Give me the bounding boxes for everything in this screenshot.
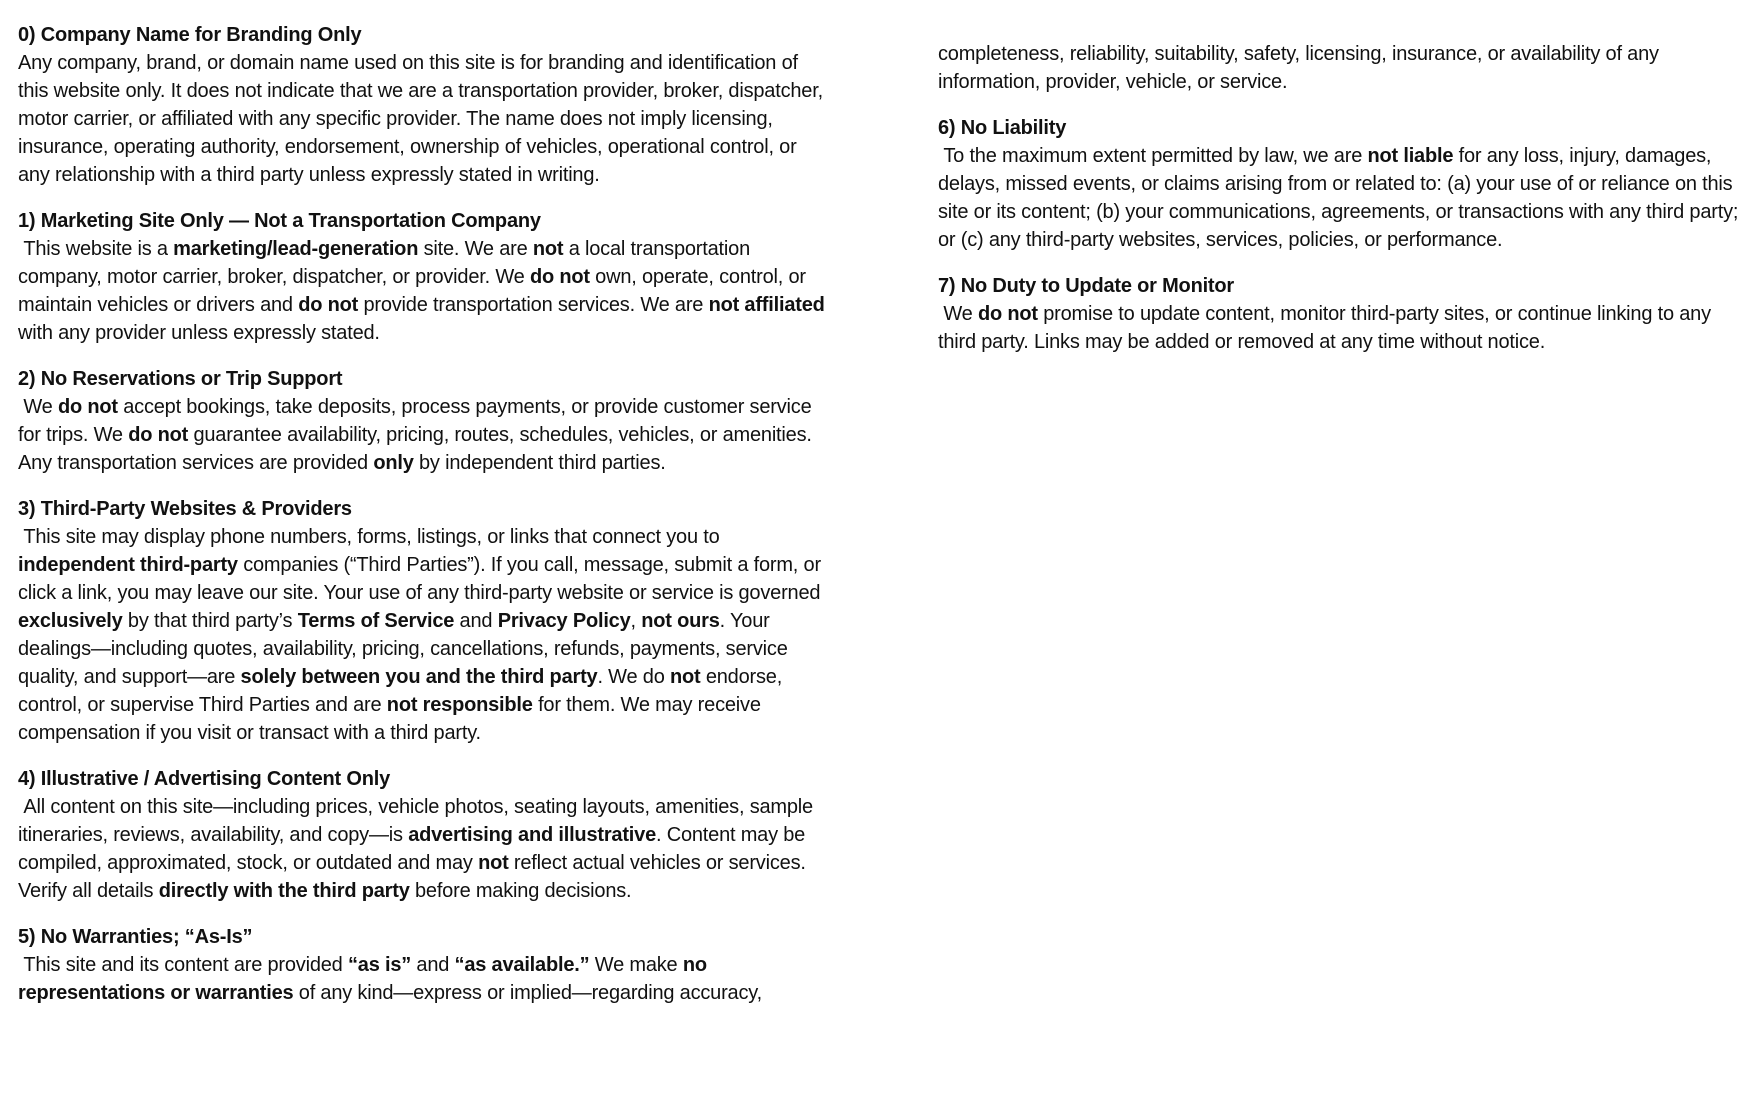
section-heading: 6) No Liability [938,117,1067,139]
text-run: promise to update content, monitor third-party sites, or continue linking to any third party. Links may be added or removed at any time without notice. [938,303,1717,353]
bold-text-run: exclusively [18,610,123,632]
text-run: for them. We may receive compensation if you visit or transact with a third party. [18,694,767,744]
text-run: provide transportation services. We are [358,294,709,316]
bold-text-run: no representations or warranties [18,954,713,1004]
text-run: All content on this site—including prices, vehicle photos, seating layouts, amenities, sample itineraries, reviews, availability, and copy—is [18,796,819,846]
text-run: reflect actual vehicles or services. Verify all details [18,852,812,902]
text-run: by independent third parties. [413,452,666,474]
text-run: This site may display phone numbers, forms, listings, or links that connect you to [18,526,725,548]
bold-text-run: not liable [1367,145,1454,167]
disclaimer-section [18,21,828,189]
disclaimer-section [18,923,828,1007]
text-run: endorse, control, or supervise Third Parties and are [18,666,788,716]
text-run: of any kind—express or implied—regarding accuracy, [293,982,762,1004]
bold-text-run: solely between you and the third party [240,666,598,688]
section-body [18,951,828,1007]
section-heading: 7) No Duty to Update or Monitor [938,275,1234,297]
disclaimer-section [18,207,831,347]
bold-text-run: not affiliated [708,294,825,316]
text-run: and [454,610,498,632]
right-column [938,21,1748,1093]
bold-text-run: do not [529,266,590,288]
text-run: and [411,954,455,976]
bold-text-run: not [478,852,509,874]
bold-text-run: directly with the third party [158,880,410,902]
disclaimer-section [938,40,1748,96]
text-run: . Content may be compiled, approximated, stock, or outdated and may [18,824,811,874]
section-body [938,40,1748,96]
text-run: accept bookings, take deposits, process payments, or provide customer service for trips. We [18,396,817,446]
disclaimer-section [18,765,828,905]
bold-text-run: do not [57,396,118,418]
text-run: for any loss, injury, damages, delays, missed events, or claims arising from or related to: (a) your use of or reliance on this site or its content; (b) your communications, agreements, or transactions with any third party; or (c) any third-party websites, services, policies, or performance. [938,145,1744,251]
text-run: To the maximum extent permitted by law, we are [938,145,1368,167]
bold-text-run: not [669,666,701,688]
section-body [18,793,828,905]
section-body [18,393,828,477]
text-run: completeness, reliability, suitability, safety, licensing, insurance, or availability of any information, provider, vehicle, or service. [938,43,1665,93]
bold-text-run: Terms of Service [297,610,455,632]
text-run: by that third party’s [122,610,298,632]
bold-text-run: not ours [641,610,720,632]
text-run: We [18,396,58,418]
section-heading: 3) Third-Party Websites & Providers [18,498,352,520]
text-run: own, operate, control, or maintain vehicles or drivers and [18,266,812,316]
bold-text-run: do not [128,424,189,446]
bold-text-run: do not [298,294,359,316]
bold-text-run: Privacy Policy [497,610,631,632]
text-run: companies (“Third Parties”). If you call, message, submit a form, or click a link, you may leave our site. Your use of any third-party website or service is governed [18,554,827,604]
section-heading: 0) Company Name for Branding Only [18,24,362,46]
bold-text-run: not [532,238,564,260]
section-heading: 5) No Warranties; “As-Is” [18,926,253,948]
text-run: . We do [597,666,670,688]
text-run: We [938,303,978,325]
section-body [18,523,828,747]
text-run: a local transportation company, motor carrier, broker, dispatcher, or provider. We [18,238,756,288]
section-heading: 2) No Reservations or Trip Support [18,368,343,390]
text-run: with any provider unless expressly stated. [18,294,831,344]
text-run: , [630,610,642,632]
text-run: . Your dealings—including quotes, availability, pricing, cancellations, refunds, payments, service quality, and support—are [18,610,793,688]
section-body [938,300,1748,356]
text-run: guarantee availability, pricing, routes, schedules, vehicles, or amenities. Any transportation services are provided [18,424,817,474]
bold-text-run: marketing/lead-generation [173,238,419,260]
section-body [18,49,828,189]
section-heading: 1) Marketing Site Only — Not a Transportation Company [18,210,541,232]
bold-text-run: “as is” [347,954,412,976]
disclaimer-section [18,365,828,477]
section-body [18,235,831,347]
left-column [18,21,831,1093]
text-run: Any company, brand, or domain name used on this site is for branding and identification of this website only. It does not indicate that we are a transportation provider, broker, dispatcher, motor carrier, or affiliated with any specific provider. The name does not imply licensing, insurance, operating authority, endorsement, ownership of vehicles, operational control, or any relationship with a third party unless expressly stated in writing. [18,52,829,186]
bold-text-run: do not [977,303,1038,325]
bold-text-run: only [373,452,414,474]
disclaimer-section [938,114,1748,254]
text-run: This website is a [18,238,174,260]
bold-text-run: not responsible [386,694,533,716]
bold-text-run: “as available.” [454,954,590,976]
text-run: We make [589,954,683,976]
bold-text-run: independent third-party [18,554,238,576]
section-heading: 4) Illustrative / Advertising Content Only [18,768,391,790]
disclaimer-section [18,495,828,747]
section-body [938,142,1748,254]
text-run: before making decisions. [409,880,632,902]
disclaimer-section [938,272,1748,356]
text-run: site. We are [418,238,533,260]
text-run: This site and its content are provided [18,954,348,976]
bold-text-run: advertising and illustrative [408,824,656,846]
